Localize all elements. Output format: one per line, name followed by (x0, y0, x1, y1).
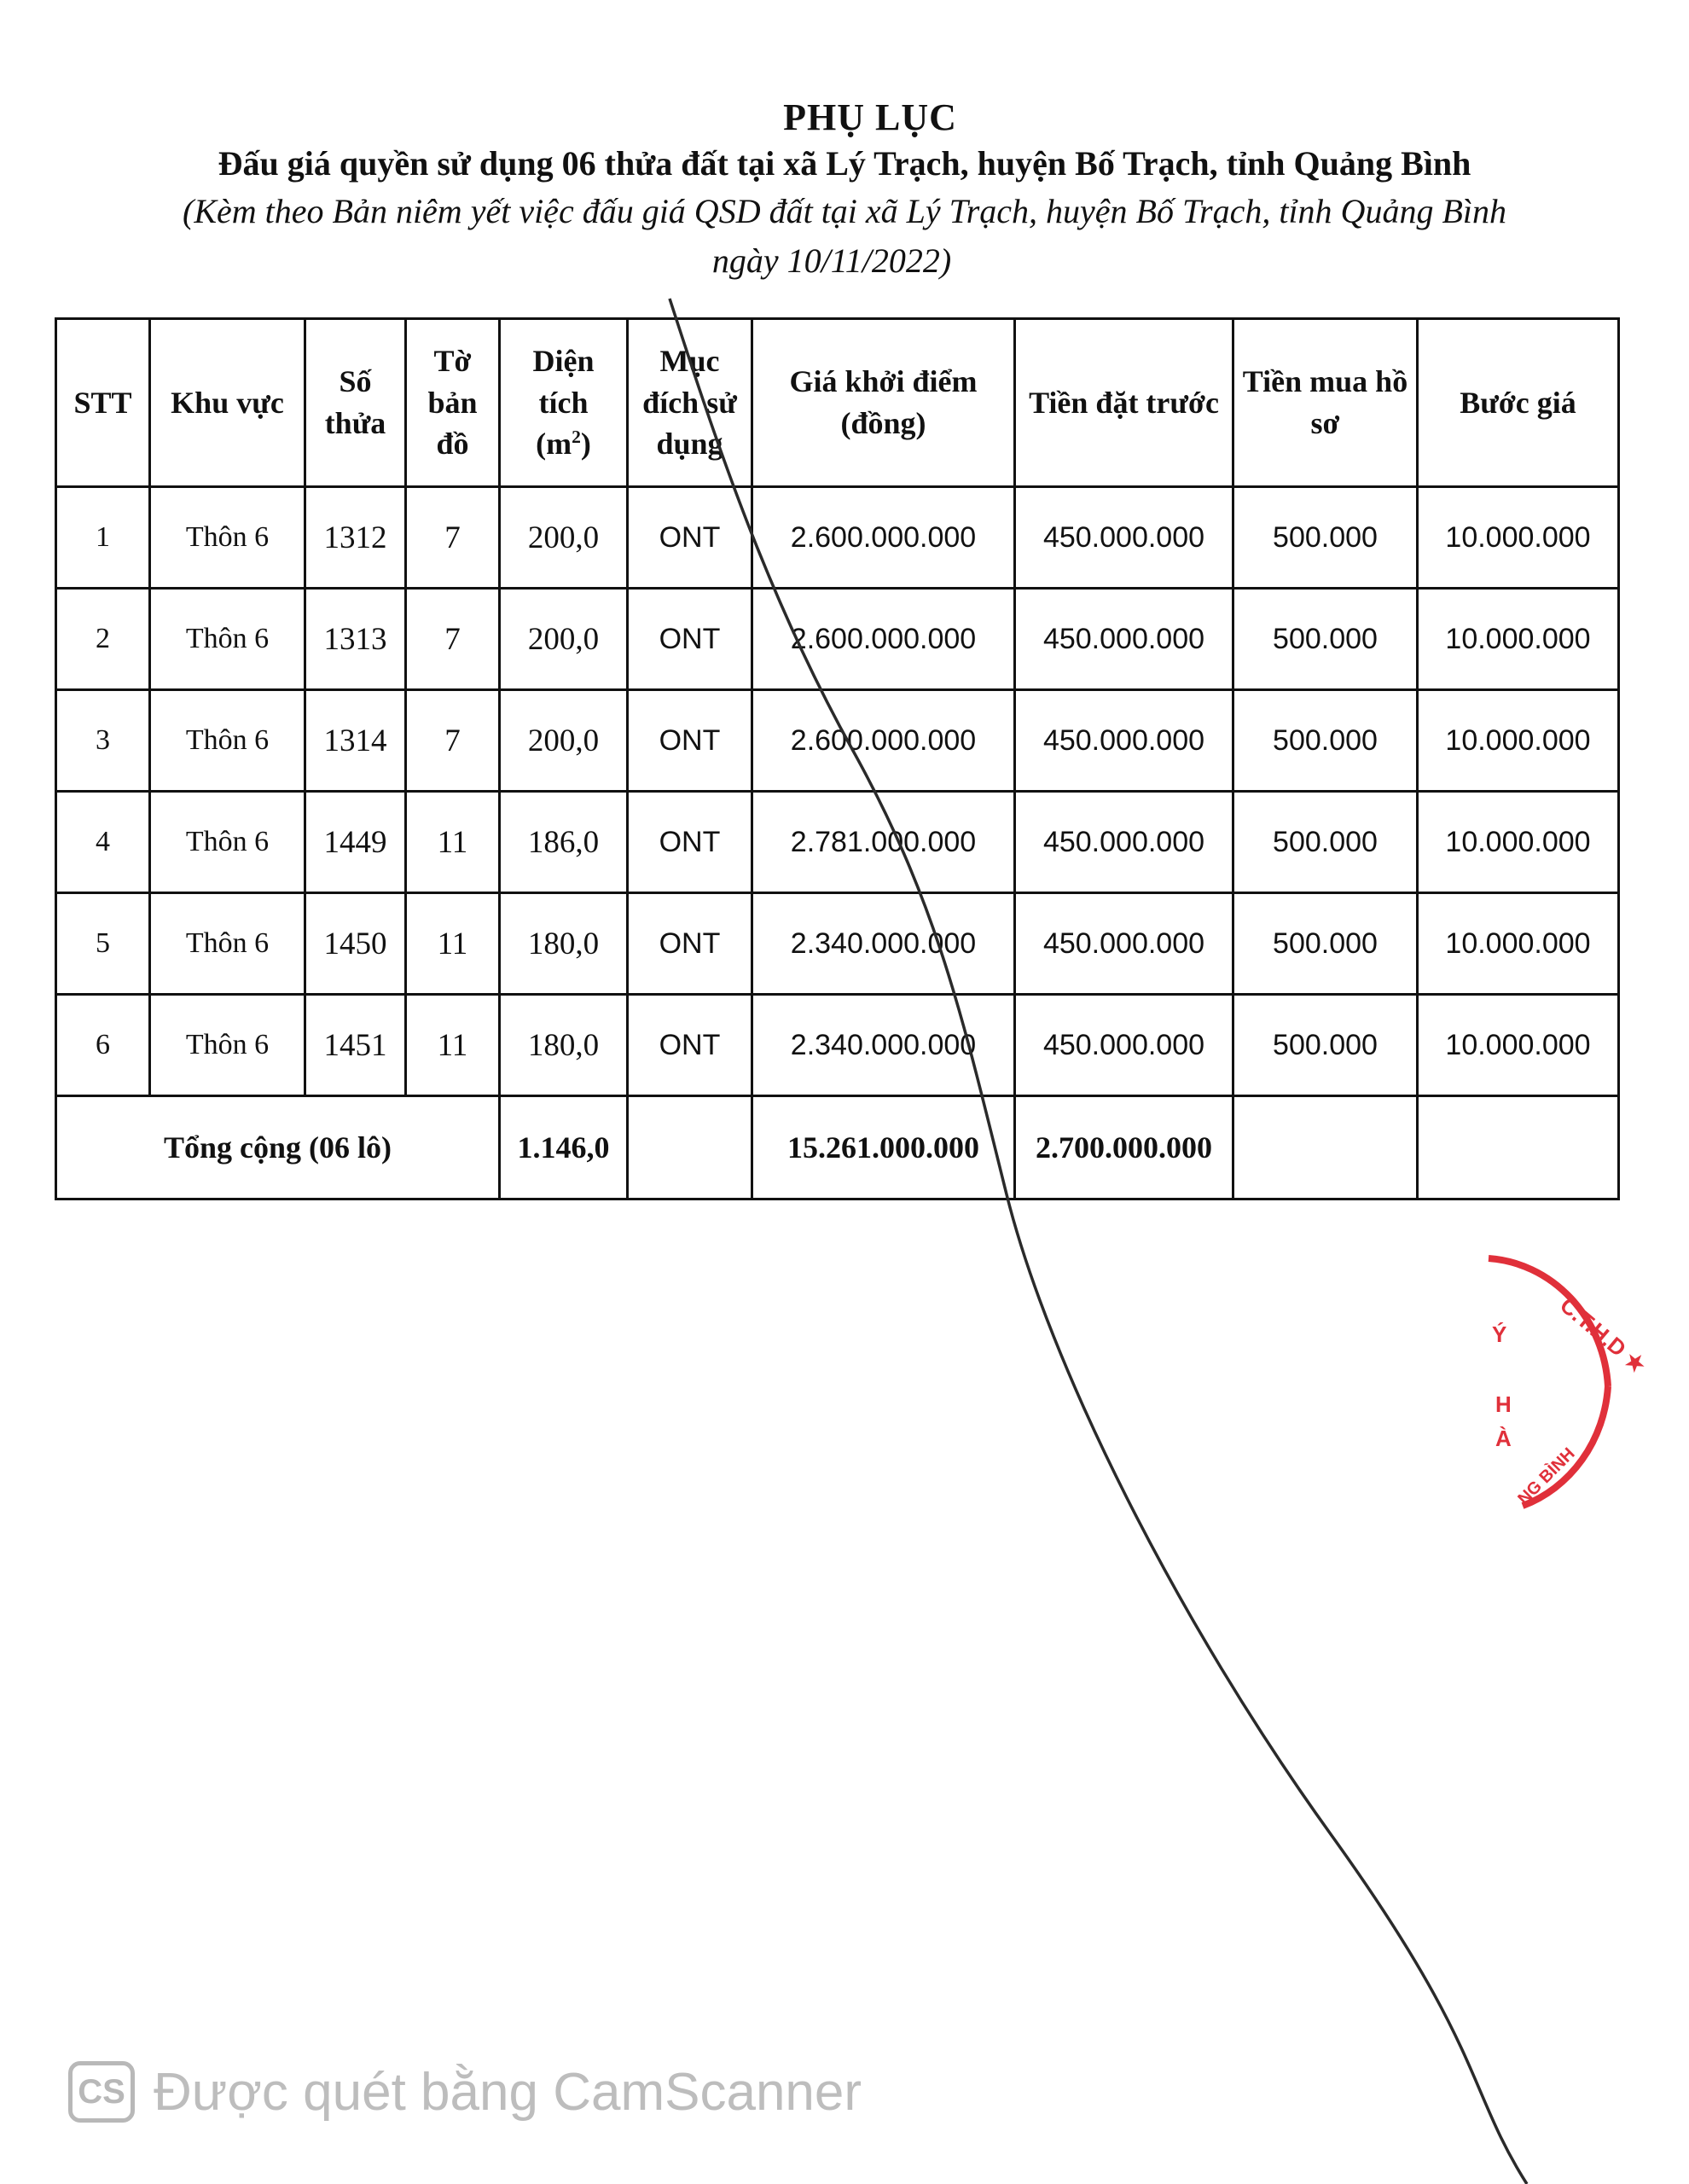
camscanner-logo-icon: CS (68, 2061, 135, 2123)
cell-muc-dich: ONT (628, 487, 752, 589)
table-row (56, 487, 1619, 589)
cell-muc-dich: ONT (628, 893, 752, 995)
cell-buoc-gia: 10.000.000 (1418, 893, 1619, 995)
cell-to-ban-do: 11 (406, 995, 500, 1096)
header-dien-tich (500, 319, 628, 487)
cell-muc-dich: ONT (628, 589, 752, 690)
cell-muc-dich: ONT (628, 995, 752, 1096)
table-row (56, 995, 1619, 1096)
header-dien-tich-unit-close: ) (580, 427, 591, 462)
table-header-row (56, 319, 1619, 487)
document-date: ngày 10/11/2022) (711, 241, 952, 280)
header-muc-dich: Mục đích sử dụng (628, 319, 752, 487)
cell-tien-dat-truoc: 450.000.000 (1015, 690, 1233, 792)
cell-buoc-gia: 10.000.000 (1418, 995, 1619, 1096)
cell-khu-vuc: Thôn 6 (150, 792, 305, 893)
cell-muc-dich: ONT (628, 690, 752, 792)
svg-text:H: H (1495, 1391, 1512, 1417)
svg-text:C.T.H.D ★: C.T.H.D ★ (1555, 1292, 1651, 1379)
cell-dien-tich: 200,0 (500, 589, 628, 690)
cell-so-thua: 1451 (305, 995, 406, 1096)
camscanner-watermark (68, 2058, 862, 2126)
cell-dien-tich: 180,0 (500, 893, 628, 995)
cell-gia-khoi-diem: 2.600.000.000 (752, 690, 1015, 792)
cell-khu-vuc: Thôn 6 (150, 995, 305, 1096)
cell-khu-vuc: Thôn 6 (150, 487, 305, 589)
total-dien-tich: 1.146,0 (500, 1096, 628, 1199)
cell-stt: 5 (56, 893, 150, 995)
cell-so-thua: 1314 (305, 690, 406, 792)
cell-tien-mua-ho-so: 500.000 (1233, 893, 1418, 995)
cell-stt: 2 (56, 589, 150, 690)
total-empty-cell (1418, 1096, 1619, 1199)
total-label: Tổng cộng (06 lô) (56, 1096, 500, 1199)
header-gia-khoi-diem: Giá khởi điểm (đồng) (752, 319, 1015, 487)
header-tien-mua-ho-so: Tiền mua hồ sơ (1233, 319, 1418, 487)
red-seal-stamp (1480, 1241, 1651, 1523)
cell-tien-mua-ho-so: 500.000 (1233, 487, 1418, 589)
svg-text:Ý: Ý (1492, 1321, 1507, 1347)
cell-stt: 1 (56, 487, 150, 589)
header-dien-tich-label: Diện tích (532, 344, 595, 420)
cell-stt: 3 (56, 690, 150, 792)
cell-buoc-gia: 10.000.000 (1418, 792, 1619, 893)
table-row (56, 589, 1619, 690)
cell-khu-vuc: Thôn 6 (150, 589, 305, 690)
cell-tien-mua-ho-so: 500.000 (1233, 589, 1418, 690)
cell-stt: 6 (56, 995, 150, 1096)
total-empty-cell (628, 1096, 752, 1199)
header-buoc-gia: Bước giá (1418, 319, 1619, 487)
document-note: (Kèm theo Bản niêm yết việc đấu giá QSD đất tại xã Lý Trạch, huyện Bố Trạch, tỉnh Quảng Bình (183, 192, 1506, 230)
cell-stt: 4 (56, 792, 150, 893)
cell-gia-khoi-diem: 2.600.000.000 (752, 589, 1015, 690)
svg-text:À: À (1495, 1426, 1512, 1451)
cell-tien-dat-truoc: 450.000.000 (1015, 893, 1233, 995)
cell-tien-mua-ho-so: 500.000 (1233, 995, 1418, 1096)
cell-muc-dich: ONT (628, 792, 752, 893)
cell-to-ban-do: 7 (406, 589, 500, 690)
auction-table (55, 317, 1620, 1200)
cell-khu-vuc: Thôn 6 (150, 690, 305, 792)
header-dien-tich-unit-sup: 2 (572, 427, 581, 448)
cell-buoc-gia: 10.000.000 (1418, 589, 1619, 690)
table-row (56, 893, 1619, 995)
cell-so-thua: 1313 (305, 589, 406, 690)
total-gia-khoi-diem: 15.261.000.000 (752, 1096, 1015, 1199)
cell-to-ban-do: 7 (406, 487, 500, 589)
cell-gia-khoi-diem: 2.600.000.000 (752, 487, 1015, 589)
cell-khu-vuc: Thôn 6 (150, 893, 305, 995)
cell-dien-tich: 186,0 (500, 792, 628, 893)
table-total-row (56, 1096, 1619, 1199)
cell-to-ban-do: 11 (406, 792, 500, 893)
cell-so-thua: 1450 (305, 893, 406, 995)
cell-tien-dat-truoc: 450.000.000 (1015, 589, 1233, 690)
header-to-ban-do: Tờ bản đồ (406, 319, 500, 487)
cell-gia-khoi-diem: 2.781.000.000 (752, 792, 1015, 893)
table-row (56, 690, 1619, 792)
cell-to-ban-do: 7 (406, 690, 500, 792)
cell-tien-dat-truoc: 450.000.000 (1015, 792, 1233, 893)
cell-buoc-gia: 10.000.000 (1418, 487, 1619, 589)
total-tien-dat-truoc: 2.700.000.000 (1015, 1096, 1233, 1199)
document-subtitle: Đấu giá quyền sử dụng 06 thửa đất tại xã Lý Trạch, huyện Bố Trạch, tỉnh Quảng Bình (218, 144, 1471, 183)
cell-dien-tich: 180,0 (500, 995, 628, 1096)
cell-gia-khoi-diem: 2.340.000.000 (752, 893, 1015, 995)
cell-buoc-gia: 10.000.000 (1418, 690, 1619, 792)
cell-tien-dat-truoc: 450.000.000 (1015, 995, 1233, 1096)
cell-so-thua: 1312 (305, 487, 406, 589)
header-stt: STT (56, 319, 150, 487)
cell-tien-mua-ho-so: 500.000 (1233, 690, 1418, 792)
header-so-thua: Số thửa (305, 319, 406, 487)
document-title: PHỤ LỤC (783, 96, 957, 138)
cell-to-ban-do: 11 (406, 893, 500, 995)
cell-so-thua: 1449 (305, 792, 406, 893)
total-empty-cell (1233, 1096, 1418, 1199)
table-row (56, 792, 1619, 893)
cell-tien-dat-truoc: 450.000.000 (1015, 487, 1233, 589)
svg-text:NG BÌNH: NG BÌNH (1514, 1444, 1579, 1509)
cell-gia-khoi-diem: 2.340.000.000 (752, 995, 1015, 1096)
header-tien-dat-truoc: Tiền đặt trước (1015, 319, 1233, 487)
cell-dien-tich: 200,0 (500, 690, 628, 792)
camscanner-text: Được quét bằng CamScanner (154, 2062, 862, 2122)
cell-dien-tich: 200,0 (500, 487, 628, 589)
header-khu-vuc: Khu vực (150, 319, 305, 487)
header-dien-tich-unit: (m (536, 427, 572, 462)
cell-tien-mua-ho-so: 500.000 (1233, 792, 1418, 893)
